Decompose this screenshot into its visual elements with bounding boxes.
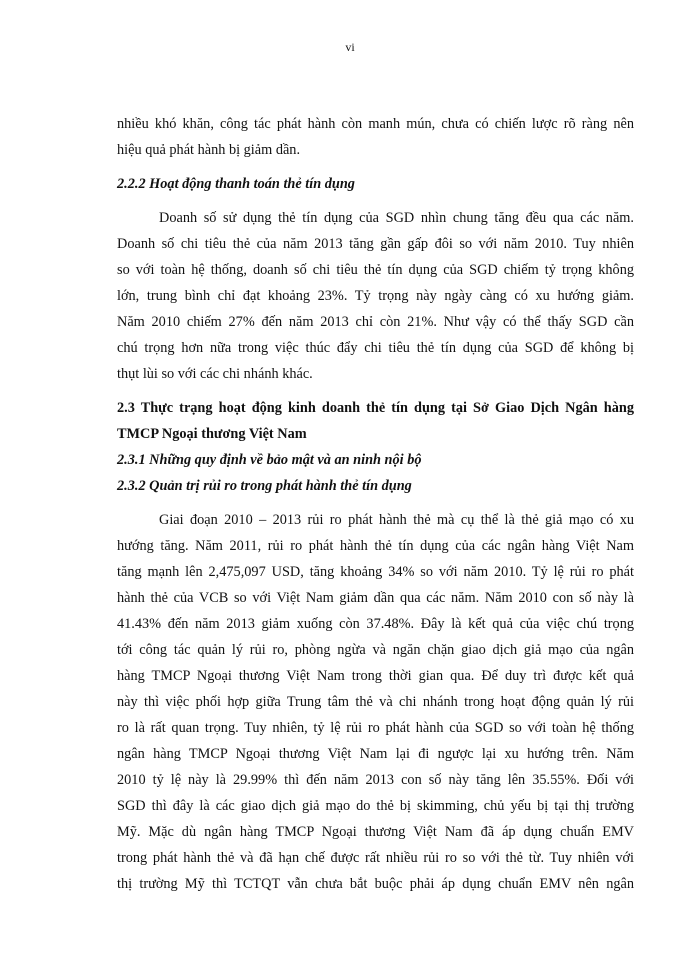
paragraph-risk-management [117, 507, 634, 897]
heading-2-3 [117, 395, 634, 447]
paragraph-card-payment [117, 205, 634, 387]
text-line: 2010 tỷ lệ này là 29.99% thì đến năm 2013 con số này tăng lên 35.55%. Đối với [117, 772, 634, 788]
text-line: nhiều khó khăn, công tác phát hành còn manh mún, chưa có chiến lược rõ ràng nên [117, 116, 634, 132]
heading-2-3-1: 2.3.1 Những quy định về bảo mật và an ninh nội bộ [117, 452, 422, 468]
page-content [117, 111, 634, 897]
text-line: hướng tăng. Năm 2011, rủi ro phát hành thẻ tín dụng của các ngân hàng Việt Nam [117, 538, 634, 554]
text-line: tới công tác quản lý rủi ro, phòng ngừa và ngăn chặn giao dịch giả mạo của ngân [117, 642, 634, 658]
text-line: chú trọng hơn nữa trong việc thúc đẩy chi tiêu thẻ tín dụng của SGD để không bị [117, 340, 634, 356]
text-line: Mỹ. Mặc dù ngân hàng TMCP Ngoại thương Việt Nam đã áp dụng chuẩn EMV [117, 824, 634, 840]
text-line: hiệu quả phát hành bị giảm dần. [117, 142, 301, 158]
text-line: hàng TMCP Ngoại thương Việt Nam trong thời gian qua. Để duy trì được kết quả [117, 668, 634, 684]
text-line: lớn, trung bình chỉ đạt khoảng 23%. Tỷ trọng này ngày càng có xu hướng giảm. [117, 288, 634, 304]
text-line: so với toàn hệ thống, doanh số chi tiêu thẻ tín dụng của SGD chiếm tỷ trọng không [117, 262, 634, 278]
heading-2-2-2: 2.2.2 Hoạt động thanh toán thẻ tín dụng [117, 176, 355, 192]
text-line: hành thẻ của VCB so với Việt Nam giảm dần qua các năm. Năm 2010 con số này là [117, 590, 634, 606]
text-line: 41.43% đến năm 2013 giảm xuống còn 37.48%. Đây là kết quả của việc chú trọng [117, 616, 634, 632]
text-line: thị trường Mỹ thì TCTQT vẫn chưa bắt buộc phải áp dụng chuẩn EMV nên ngân [117, 876, 634, 892]
page-number: vi [345, 40, 355, 54]
heading-2-3-2: 2.3.2 Quản trị rủi ro trong phát hành thẻ tín dụng [117, 478, 412, 494]
text-line: này thì việc phối hợp giữa Trung tâm thẻ và chi nhánh trong hoạt động quản lý rủi [117, 694, 634, 710]
text-line: SGD thì đây là các giao dịch giả mạo do thẻ bị skimming, chủ yếu bị tại thị trường [117, 798, 634, 814]
heading-line: 2.3 Thực trạng hoạt động kinh doanh thẻ tín dụng tại Sở Giao Dịch Ngân hàng [117, 400, 634, 416]
text-line: thụt lùi so với các chi nhánh khác. [117, 366, 313, 382]
text-line: trong phát hành thẻ và đã hạn chế được rất nhiều rủi ro so với thẻ từ. Tuy nhiên với [117, 850, 634, 866]
heading-line: TMCP Ngoại thương Việt Nam [117, 426, 307, 442]
text-line: Giai đoạn 2010 – 2013 rủi ro phát hành thẻ mà cụ thể là thẻ giả mạo có xu [159, 512, 634, 528]
text-line: ngân hàng TMCP Ngoại thương Việt Nam lại đi ngược lại xu hướng trên. Năm [117, 746, 634, 762]
text-line: Doanh số sử dụng thẻ tín dụng của SGD nhìn chung tăng đều qua các năm. [159, 210, 634, 226]
paragraph-continuation [117, 111, 634, 163]
text-line: ro là rất quan trọng. Tuy nhiên, tỷ lệ rủi ro phát hành của SGD so với toàn hệ thống [117, 720, 634, 736]
text-line: Năm 2010 chiếm 27% đến năm 2013 chỉ còn 21%. Như vậy có thể thấy SGD cần [117, 314, 634, 330]
text-line: tăng mạnh lên 2,475,097 USD, tăng khoảng 34% so với năm 2010. Tỷ lệ rủi ro phát [117, 564, 634, 580]
text-line: Doanh số chi tiêu thẻ của năm 2013 tăng gần gấp đôi so với năm 2010. Tuy nhiên [117, 236, 634, 252]
